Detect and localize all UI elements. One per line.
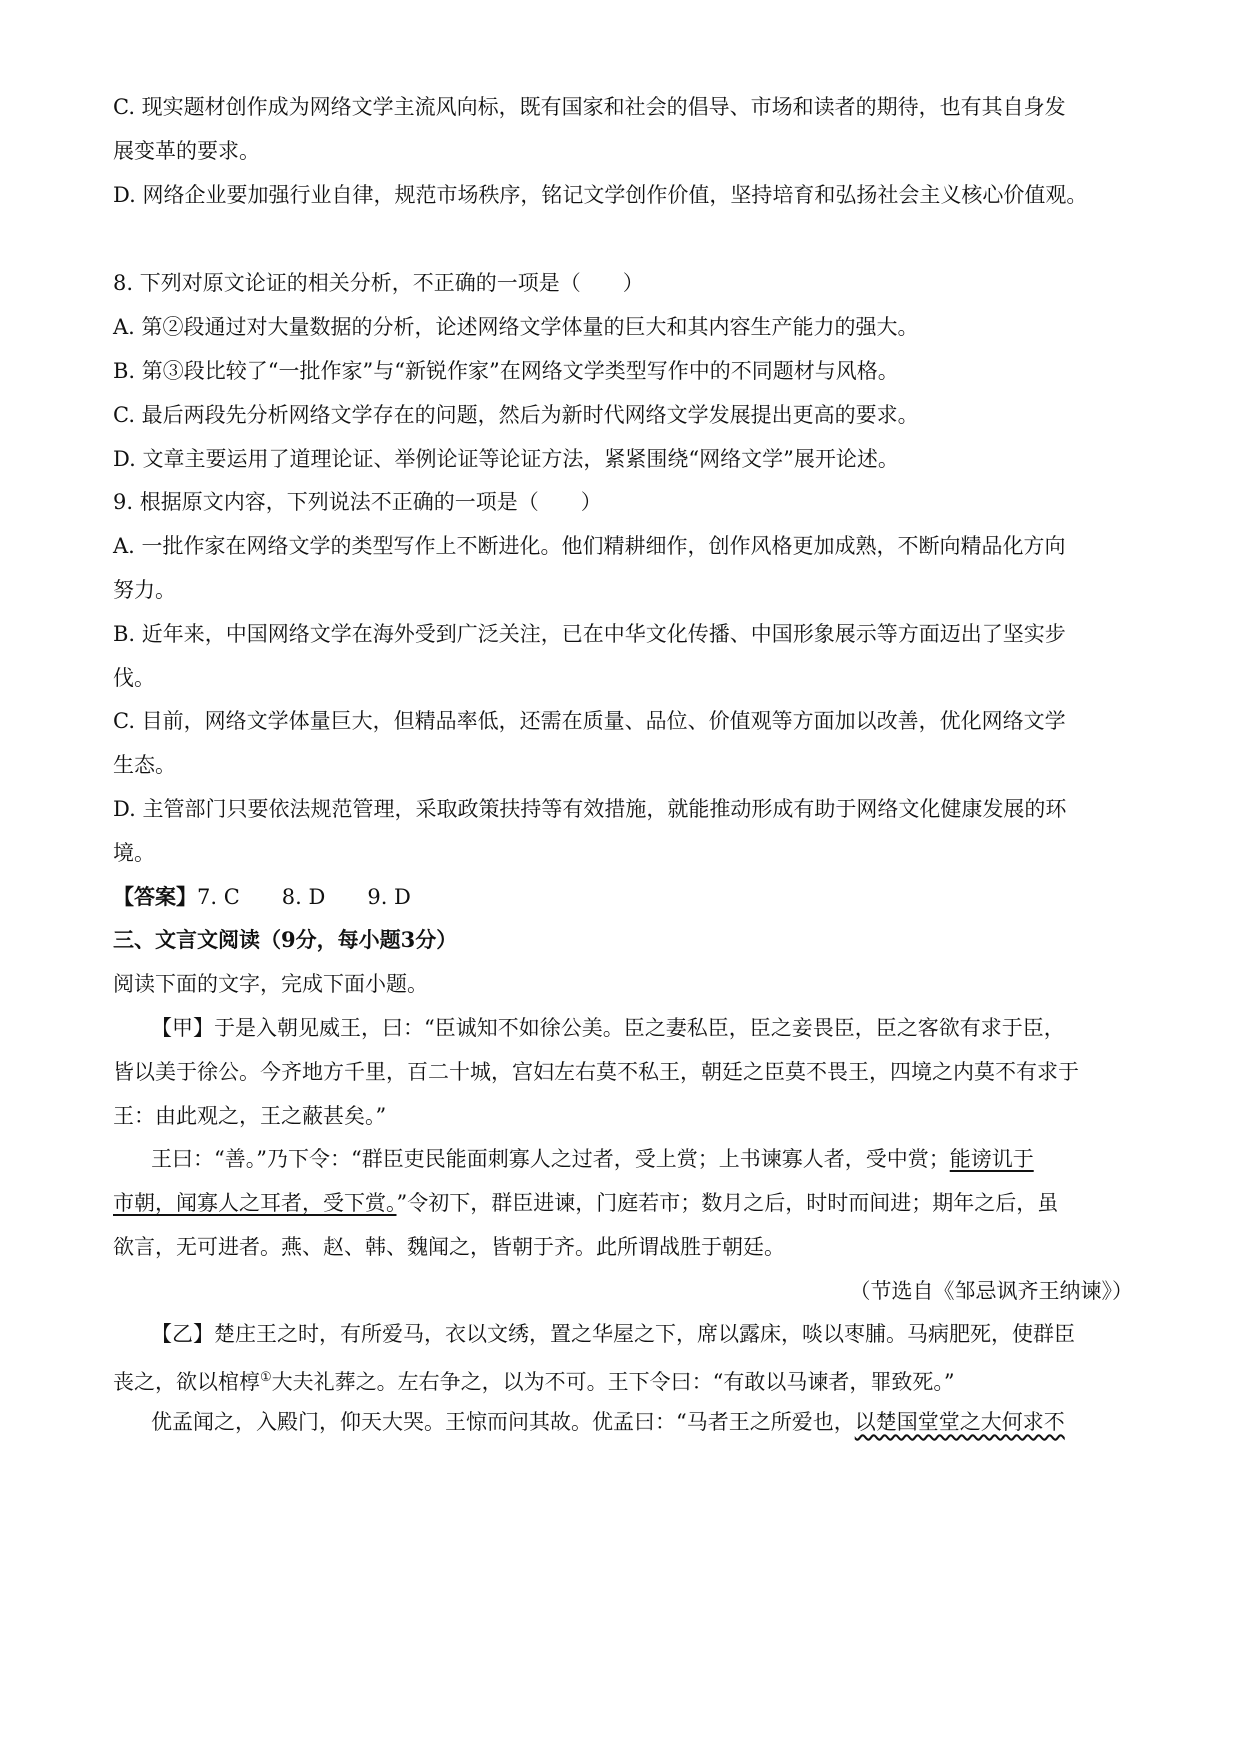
jia-p2-line1-text: 王曰：“善。”乃下令：“群臣吏民能面刺寡人之过者，受上赏；上书谏寡人者，受中赏；: [151, 1147, 950, 1171]
jia-underlined-sentence-part2: 市朝，闻寡人之耳者，受下赏。: [113, 1191, 397, 1215]
yi-p1-line2: [113, 1364, 1133, 1396]
jia-p1-line3: 王：由此观之，王之蔽甚矣。”: [113, 1104, 387, 1128]
q9-option-d-line2: 境。: [113, 841, 155, 865]
q9-option-b-line2: 伐。: [113, 666, 155, 690]
section3-instruction: 阅读下面的文字，完成下面小题。: [113, 972, 428, 996]
q7-option-c-line2: 展变革的要求。: [113, 139, 260, 163]
q9-option-b-line1: B. 近年来，中国网络文学在海外受到广泛关注，已在中华文化传播、中国形象展示等方面迈出了坚实步: [113, 622, 1066, 646]
answer-line: [113, 883, 1133, 911]
q9-option-c-line2: 生态。: [113, 753, 176, 777]
q7-option-d: D. 网络企业要加强行业自律，规范市场秩序，铭记文学创作价值，坚持培育和弘扬社会主义核心价值观。: [113, 183, 1088, 207]
section3-heading: 三、文言文阅读（9分，每小题3分）: [113, 927, 458, 952]
q9-option-a-line1: A. 一批作家在网络文学的类型写作上不断进化。他们精耕细作，创作风格更加成熟，不断向精品化方向: [113, 534, 1066, 558]
yi-p1-line2-text-b: 大夫礼葬之。左右争之，以为不可。王下令曰：“有敢以马谏者，罪致死。”: [271, 1370, 955, 1394]
jia-source: （节选自《邹忌讽齐王纳谏》）: [849, 1279, 1133, 1303]
q9-option-c-line1: C. 目前，网络文学体量巨大，但精品率低，还需在质量、品位、价值观等方面加以改善，优化网络文学: [113, 709, 1066, 733]
jia-p2-line2: [113, 1189, 1133, 1217]
q8-option-a: A. 第②段通过对大量数据的分析，论述网络文学体量的巨大和其内容生产能力的强大。: [113, 315, 919, 339]
answer-label: 【答案】: [113, 884, 197, 909]
jia-p1-line1: 【甲】于是入朝见威王，曰：“臣诚知不如徐公美。臣之妻私臣，臣之妾畏臣，臣之客欲有求于臣，: [151, 1016, 1065, 1040]
jia-p1-line2: 皆以美于徐公。今齐地方千里，百二十城，宫妇左右莫不私王，朝廷之臣莫不畏王，四境之内莫不有求于: [113, 1060, 1079, 1084]
footnote-marker: ①: [260, 1370, 272, 1385]
jia-underlined-sentence-part1: 能谤讥于: [949, 1147, 1034, 1171]
q8-option-b: B. 第③段比较了“一批作家”与“新锐作家”在网络文学类型写作中的不同题材与风格。: [113, 359, 899, 383]
yi-wavy-underlined-sentence: 以楚国堂堂之大何求不: [854, 1410, 1065, 1434]
yi-p1-line2-text-a: 丧之，欲以棺椁: [113, 1370, 260, 1394]
q8-option-d: D. 文章主要运用了道理论证、举例论证等论证方法，紧紧围绕“网络文学”展开论述。: [113, 447, 899, 471]
yi-p2-line1-text: 优孟闻之，入殿门，仰天大哭。王惊而问其故。优孟曰：“马者王之所爱也，: [151, 1410, 855, 1434]
q8-stem: 8. 下列对原文论证的相关分析，不正确的一项是（ ）: [113, 271, 644, 295]
jia-p2-line3: 欲言，无可进者。燕、赵、韩、魏闻之，皆朝于齐。此所谓战胜于朝廷。: [113, 1235, 785, 1259]
q9-option-d-line1: D. 主管部门只要依法规范管理，采取政策扶持等有效措施，就能推动形成有助于网络文化健康发展的环: [113, 797, 1067, 821]
q8-option-c: C. 最后两段先分析网络文学存在的问题，然后为新时代网络文学发展提出更高的要求。: [113, 403, 919, 427]
jia-p2-line1: [151, 1145, 1133, 1173]
jia-p2-line2-text: ”令初下，群臣进谏，门庭若市；数月之后，时时而间进；期年之后，虽: [396, 1191, 1059, 1215]
q9-stem: 9. 根据原文内容，下列说法不正确的一项是（ ）: [113, 490, 602, 514]
yi-p2-line1: [151, 1408, 1133, 1436]
q7-option-c-line1: C. 现实题材创作成为网络文学主流风向标，既有国家和社会的倡导、市场和读者的期待，也有其自身发: [113, 95, 1066, 119]
answer-values: 7. C 8. D 9. D: [197, 885, 411, 909]
yi-p1-line1: 【乙】楚庄王之时，有所爱马，衣以文绣，置之华屋之下，席以露床，啖以枣脯。马病肥死，使群臣: [151, 1322, 1075, 1346]
q9-option-a-line2: 努力。: [113, 578, 176, 602]
